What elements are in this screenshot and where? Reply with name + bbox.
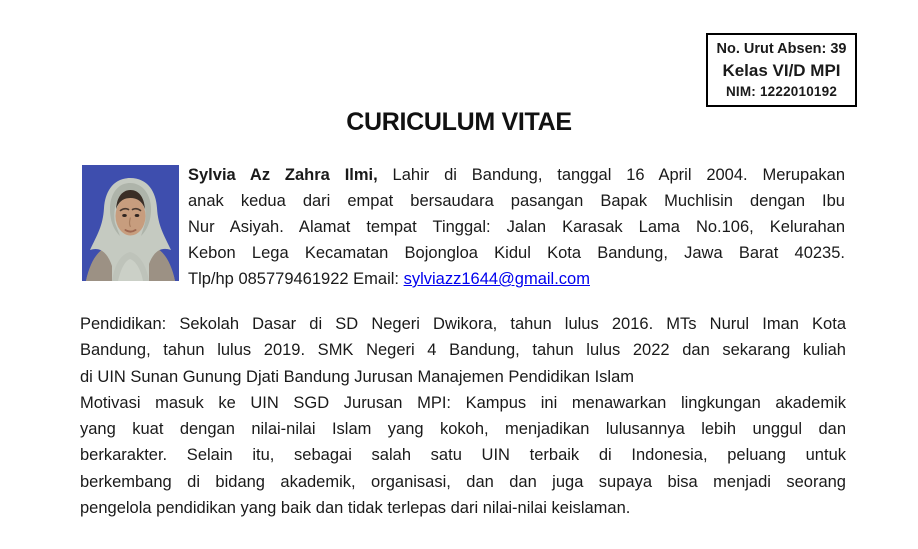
motivation-line: Motivasi masuk ke UIN SGD Jurusan MPI: Kampus ini menawarkan lingkungan akademik [80,393,846,412]
motivation-line: yang kuat dengan nilai-nilai Islam yang kokoh, menjadikan lulusannya lebih unggul dan [80,420,846,439]
motivation-line: berkarakter. Selain itu, sebagai salah satu UIN terbaik di Indonesia, peluang untuk [80,446,846,465]
text-line: Nur Asiyah. Alamat tempat Tinggal: Jalan Karasak Lama No.106, Kelurahan [188,218,845,236]
education-line: Pendidikan: Sekolah Dasar di SD Negeri Dwikora, tahun lulus 2016. MTs Nurul Iman Kota [80,315,846,333]
text-line [188,162,845,188]
text-line: anak kedua dari empat bersaudara pasangan Bapak Muchlisin dengan Ibu [188,192,845,210]
id-box [706,33,857,107]
nim-label: NIM: 1222010192 [725,84,838,99]
bio-paragraph [188,162,845,292]
text-line [188,266,845,292]
profile-photo [82,165,179,281]
person-name: Sylvia Az Zahra Ilmi, [188,166,378,184]
class-label: Kelas VI/D MPI [722,61,841,80]
body-text-block [80,311,846,521]
text-line: Kebon Lega Kecamatan Bojongloa Kidul Kota Bandung, Jawa Barat 40235. [188,244,845,262]
contact-prefix: Tlp/hp 085779461922 Email: [188,270,404,288]
profile-photo-illustration [82,165,179,281]
education-line: Bandung, tahun lulus 2019. SMK Negeri 4 Bandung, tahun lulus 2022 dan sekarang kuliah [80,341,846,360]
motivation-line: berkembang di bidang akademik, organisasi, dan dan juga supaya bisa menjadi seorang [80,472,846,491]
motivation-line: pengelola pendidikan yang baik dan tidak terlepas dari nilai-nilai keislaman. [80,499,631,518]
bio-line1-rest: Lahir di Bandung, tanggal 16 April 2004. Merupakan [377,166,846,184]
email-link[interactable]: sylviazz1644@gmail.com [403,270,590,288]
page-title: CURICULUM VITAE [346,108,572,136]
absence-number-label: No. Urut Absen: 39 [716,41,847,57]
education-line: di UIN Sunan Gunung Djati Bandung Jurusan Manajemen Pendidikan Islam [80,367,634,386]
